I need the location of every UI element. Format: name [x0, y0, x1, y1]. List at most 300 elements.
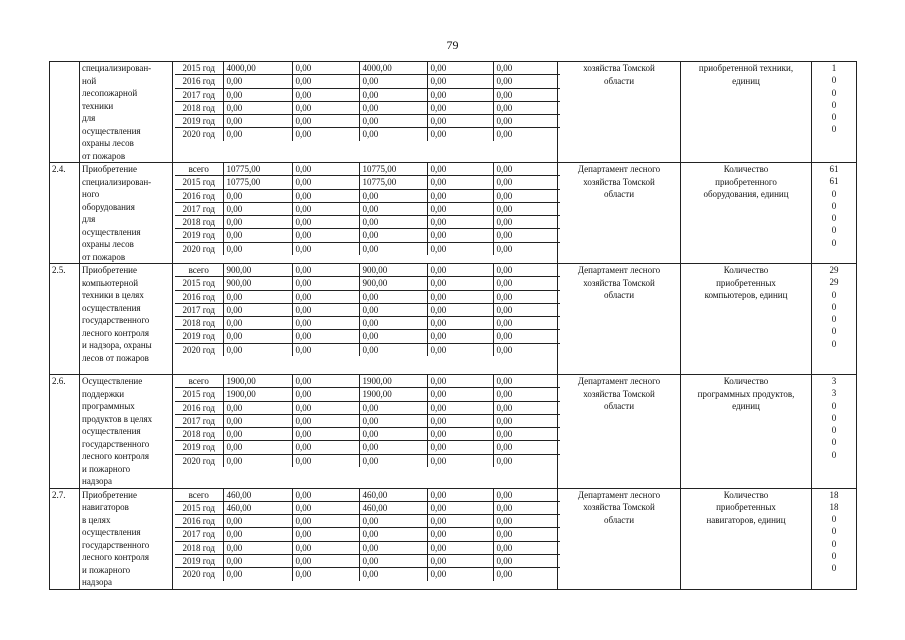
item-name-line: и пожарного [82, 463, 131, 474]
amount-cell: 0,00 [223, 75, 292, 88]
indicator-line: приобретенного [715, 176, 777, 187]
executor-line: хозяйства Томской [583, 277, 655, 288]
item-name-line: для [82, 113, 96, 123]
financing-row [175, 454, 560, 467]
indicator-cell [681, 264, 812, 375]
financing-table [175, 264, 560, 356]
amount-cell: 0,00 [292, 163, 359, 176]
financing-cell [173, 62, 558, 163]
amount-cell: 0,00 [493, 264, 560, 277]
amount-cell: 0,00 [292, 414, 359, 427]
indicator-values-cell [812, 264, 857, 375]
indicator-value: 0 [831, 225, 837, 236]
indicator-value: 0 [831, 425, 837, 436]
year-cell: 2018 год [175, 216, 223, 229]
year-cell: 2015 год [175, 277, 223, 290]
year-cell: 2015 год [175, 388, 223, 401]
indicator-value: 3 [831, 376, 837, 386]
item-number: 2.7. [50, 488, 80, 589]
amount-cell: 0,00 [292, 202, 359, 215]
amount-cell: 0,00 [292, 75, 359, 88]
indicator-values-cell [812, 163, 857, 264]
indicator-values-cell [812, 488, 857, 589]
indicator-value: 0 [831, 188, 837, 199]
indicator-value: 0 [831, 400, 837, 411]
indicator-value: 29 [829, 277, 839, 288]
amount-cell: 0,00 [427, 528, 493, 541]
amount-cell: 0,00 [427, 568, 493, 581]
executor-cell [558, 488, 681, 589]
amount-cell: 1900,00 [223, 388, 292, 401]
financing-row [175, 528, 560, 541]
amount-cell: 0,00 [493, 428, 560, 441]
amount-cell: 0,00 [493, 277, 560, 290]
amount-cell: 0,00 [493, 163, 560, 176]
amount-cell: 0,00 [359, 88, 427, 101]
year-cell: всего [175, 163, 223, 176]
financing-row [175, 388, 560, 401]
amount-cell: 460,00 [223, 489, 292, 502]
indicator-line: единиц [732, 401, 760, 411]
year-cell: 2018 год [175, 317, 223, 330]
year-cell: 2016 год [175, 290, 223, 303]
item-name-line: программных [82, 401, 135, 411]
year-cell: 2019 год [175, 115, 223, 128]
executor-line: Департамент лесного [577, 376, 661, 386]
item-number [50, 62, 80, 163]
item-name [80, 488, 173, 589]
executor-cell [558, 163, 681, 264]
amount-cell: 0,00 [292, 489, 359, 502]
amount-cell: 0,00 [359, 414, 427, 427]
amount-cell: 0,00 [493, 441, 560, 454]
amount-cell: 0,00 [427, 176, 493, 189]
financing-row [175, 428, 560, 441]
year-cell: 2017 год [175, 414, 223, 427]
indicator-cell [681, 488, 812, 589]
amount-cell: 0,00 [292, 441, 359, 454]
item-name-line: для [82, 214, 96, 224]
indicator-line: оборудования, единиц [703, 189, 789, 199]
amount-cell: 0,00 [223, 441, 292, 454]
amount-cell: 0,00 [427, 88, 493, 101]
amount-cell: 0,00 [493, 414, 560, 427]
indicator-line: приобретенной техники, [698, 63, 794, 73]
amount-cell: 0,00 [359, 515, 427, 528]
amount-cell: 900,00 [359, 277, 427, 290]
item-number: 2.4. [50, 163, 80, 264]
indicator-line: приобретенных [716, 502, 776, 512]
amount-cell: 0,00 [427, 375, 493, 388]
amount-cell: 0,00 [223, 216, 292, 229]
financing-row [175, 88, 560, 101]
amount-cell: 0,00 [223, 290, 292, 303]
item-name-line: государственного [82, 315, 150, 325]
year-cell: 2015 год [175, 501, 223, 514]
year-cell: всего [175, 375, 223, 388]
year-cell: 2016 год [175, 515, 223, 528]
amount-cell: 0,00 [359, 303, 427, 316]
amount-cell: 0,00 [292, 568, 359, 581]
amount-cell: 0,00 [292, 88, 359, 101]
year-cell: 2018 год [175, 541, 223, 554]
item-name-line: Осуществление [82, 376, 143, 386]
item-name-line: специализирован- [82, 63, 152, 73]
executor-line: области [603, 290, 635, 300]
amount-cell: 0,00 [223, 541, 292, 554]
item-name-line: охраны лесов [82, 138, 134, 148]
amount-cell: 0,00 [223, 303, 292, 316]
indicator-cell [681, 163, 812, 264]
amount-cell: 0,00 [493, 101, 560, 114]
indicator-values-cell [812, 375, 857, 489]
amount-cell: 1900,00 [359, 388, 427, 401]
item-name-line: и надзора, охраны [82, 340, 152, 350]
amount-cell: 0,00 [493, 343, 560, 356]
amount-cell: 0,00 [292, 375, 359, 388]
indicator-line: навигаторов, единиц [706, 514, 786, 525]
amount-cell: 0,00 [427, 343, 493, 356]
section-row [50, 163, 857, 264]
section-row [50, 488, 857, 589]
indicator-value: 0 [831, 124, 837, 135]
financing-cell [173, 488, 558, 589]
amount-cell: 4000,00 [223, 62, 292, 75]
item-name-line: надзора [82, 577, 112, 587]
amount-cell: 0,00 [359, 101, 427, 114]
financing-cell [173, 163, 558, 264]
financing-row [175, 176, 560, 189]
amount-cell: 0,00 [359, 401, 427, 414]
indicator-value: 0 [831, 514, 837, 525]
item-name-line: государственного [82, 539, 150, 550]
amount-cell: 0,00 [292, 62, 359, 75]
indicator-value: 1 [831, 63, 837, 73]
amount-cell: 0,00 [427, 264, 493, 277]
year-cell: 2020 год [175, 242, 223, 255]
year-cell: 2016 год [175, 401, 223, 414]
amount-cell: 0,00 [292, 317, 359, 330]
amount-cell: 0,00 [292, 541, 359, 554]
amount-cell: 0,00 [223, 568, 292, 581]
year-cell: 2015 год [175, 62, 223, 75]
amount-cell: 0,00 [493, 568, 560, 581]
amount-cell: 10775,00 [359, 163, 427, 176]
financing-row [175, 264, 560, 277]
amount-cell: 0,00 [493, 401, 560, 414]
amount-cell: 0,00 [223, 88, 292, 101]
amount-cell: 0,00 [427, 330, 493, 343]
item-name-line: осуществления [82, 527, 141, 537]
financing-table [175, 489, 560, 581]
amount-cell: 0,00 [359, 202, 427, 215]
amount-cell: 0,00 [493, 176, 560, 189]
amount-cell: 0,00 [292, 428, 359, 441]
amount-cell: 0,00 [292, 115, 359, 128]
amount-cell: 0,00 [427, 317, 493, 330]
indicator-value: 0 [831, 314, 837, 325]
amount-cell: 0,00 [427, 128, 493, 141]
amount-cell: 0,00 [427, 277, 493, 290]
amount-cell: 0,00 [427, 163, 493, 176]
financing-table [175, 163, 560, 255]
amount-cell: 0,00 [292, 528, 359, 541]
amount-cell: 0,00 [427, 216, 493, 229]
item-name [80, 62, 173, 163]
amount-cell: 0,00 [493, 501, 560, 514]
amount-cell: 0,00 [427, 303, 493, 316]
indicator-value: 0 [831, 326, 837, 337]
item-name-line: специализирован- [82, 176, 152, 187]
indicator-value: 18 [829, 501, 839, 512]
executor-line: области [603, 189, 635, 199]
amount-cell: 0,00 [427, 101, 493, 114]
item-name-line: от пожаров [82, 150, 126, 161]
indicator-line: Количество [723, 489, 769, 500]
year-cell: всего [175, 489, 223, 502]
item-name-line: осуществления [82, 426, 141, 436]
amount-cell: 0,00 [292, 515, 359, 528]
amount-cell: 0,00 [292, 330, 359, 343]
item-name-line: техники в целях [82, 290, 144, 300]
section-row [50, 375, 857, 489]
executor-cell [558, 375, 681, 489]
item-name-line: Приобретение [82, 489, 137, 500]
amount-cell: 0,00 [427, 242, 493, 255]
amount-cell: 0,00 [359, 541, 427, 554]
item-name-line: охраны лесов [82, 239, 134, 249]
indicator-value: 0 [831, 437, 837, 448]
amount-cell: 0,00 [223, 115, 292, 128]
financing-row [175, 115, 560, 128]
program-table [49, 61, 857, 590]
amount-cell: 4000,00 [359, 62, 427, 75]
amount-cell: 0,00 [427, 229, 493, 242]
executor-line: Департамент лесного [577, 265, 661, 275]
indicator-value: 0 [831, 237, 837, 248]
executor-line: Департамент лесного [577, 489, 661, 500]
amount-cell: 0,00 [493, 388, 560, 401]
item-name-line: государственного [82, 438, 150, 449]
amount-cell: 0,00 [427, 115, 493, 128]
indicator-value: 0 [831, 338, 837, 349]
amount-cell: 0,00 [359, 343, 427, 356]
financing-cell [173, 264, 558, 375]
year-cell: 2016 год [175, 189, 223, 202]
year-cell: 2017 год [175, 88, 223, 101]
section-row [50, 62, 857, 163]
executor-line: хозяйства Томской [583, 388, 655, 399]
year-cell: 2015 год [175, 176, 223, 189]
amount-cell: 1900,00 [223, 375, 292, 388]
item-name-line: ного [82, 189, 100, 199]
year-cell: 2016 год [175, 75, 223, 88]
amount-cell: 0,00 [427, 489, 493, 502]
year-cell: 2020 год [175, 454, 223, 467]
amount-cell: 0,00 [292, 290, 359, 303]
indicator-value: 18 [829, 489, 839, 500]
item-name-line: и пожарного [82, 564, 131, 575]
indicator-line: приобретенных [716, 277, 776, 288]
item-name-line: Приобретение [82, 164, 137, 174]
executor-line: хозяйства Томской [583, 63, 655, 73]
indicator-value: 0 [831, 526, 837, 537]
item-name-line: лесов от пожаров [82, 352, 149, 363]
financing-row [175, 414, 560, 427]
item-name-line: надзора [82, 476, 112, 486]
financing-row [175, 163, 560, 176]
amount-cell: 0,00 [427, 75, 493, 88]
amount-cell: 0,00 [493, 375, 560, 388]
indicator-value: 29 [829, 265, 839, 275]
amount-cell: 0,00 [292, 216, 359, 229]
amount-cell: 0,00 [493, 541, 560, 554]
executor-line: области [603, 401, 635, 411]
indicator-value: 0 [831, 550, 837, 561]
amount-cell: 0,00 [359, 454, 427, 467]
financing-row [175, 75, 560, 88]
amount-cell: 0,00 [359, 528, 427, 541]
year-cell: 2017 год [175, 528, 223, 541]
financing-row [175, 229, 560, 242]
amount-cell: 0,00 [427, 501, 493, 514]
amount-cell: 0,00 [223, 401, 292, 414]
financing-row [175, 277, 560, 290]
amount-cell: 900,00 [223, 277, 292, 290]
amount-cell: 0,00 [427, 62, 493, 75]
amount-cell: 0,00 [427, 428, 493, 441]
amount-cell: 0,00 [493, 202, 560, 215]
amount-cell: 0,00 [359, 568, 427, 581]
amount-cell: 0,00 [493, 290, 560, 303]
year-cell: 2019 год [175, 554, 223, 567]
amount-cell: 0,00 [427, 290, 493, 303]
amount-cell: 0,00 [493, 303, 560, 316]
amount-cell: 0,00 [493, 62, 560, 75]
amount-cell: 0,00 [427, 189, 493, 202]
amount-cell: 10775,00 [223, 176, 292, 189]
item-name-line: продуктов в целях [82, 413, 153, 424]
amount-cell: 0,00 [292, 242, 359, 255]
amount-cell: 0,00 [292, 189, 359, 202]
financing-row [175, 303, 560, 316]
amount-cell: 0,00 [292, 501, 359, 514]
executor-line: области [603, 75, 635, 86]
financing-table [175, 62, 560, 141]
amount-cell: 0,00 [359, 75, 427, 88]
year-cell: всего [175, 264, 223, 277]
amount-cell: 900,00 [359, 264, 427, 277]
amount-cell: 0,00 [359, 290, 427, 303]
indicator-value: 0 [831, 213, 837, 224]
item-name [80, 163, 173, 264]
item-number: 2.5. [50, 264, 80, 375]
financing-row [175, 62, 560, 75]
amount-cell: 0,00 [223, 428, 292, 441]
indicator-line: программных продуктов, [697, 388, 795, 399]
indicator-value: 0 [831, 538, 837, 549]
financing-row [175, 128, 560, 141]
item-name-line: Приобретение [82, 265, 137, 275]
amount-cell: 0,00 [292, 388, 359, 401]
financing-row [175, 375, 560, 388]
year-cell: 2018 год [175, 101, 223, 114]
amount-cell: 0,00 [427, 414, 493, 427]
amount-cell: 0,00 [223, 101, 292, 114]
amount-cell: 460,00 [359, 489, 427, 502]
financing-row [175, 317, 560, 330]
amount-cell: 0,00 [223, 554, 292, 567]
amount-cell: 0,00 [493, 489, 560, 502]
amount-cell: 0,00 [493, 317, 560, 330]
year-cell: 2017 год [175, 303, 223, 316]
amount-cell: 0,00 [427, 454, 493, 467]
amount-cell: 0,00 [493, 128, 560, 141]
financing-cell [173, 375, 558, 489]
item-number: 2.6. [50, 375, 80, 489]
item-name-line: лесного контроля [82, 451, 150, 461]
financing-row [175, 515, 560, 528]
amount-cell: 10775,00 [223, 163, 292, 176]
financing-row [175, 568, 560, 581]
amount-cell: 0,00 [292, 101, 359, 114]
indicator-value: 61 [829, 164, 839, 174]
amount-cell: 0,00 [223, 330, 292, 343]
indicator-value: 0 [831, 563, 837, 574]
year-cell: 2019 год [175, 229, 223, 242]
item-name-line: навигаторов [82, 502, 129, 512]
year-cell: 2020 год [175, 343, 223, 356]
item-name-line: ной [82, 75, 97, 86]
amount-cell: 460,00 [359, 501, 427, 514]
indicator-value: 61 [829, 176, 839, 187]
financing-row [175, 501, 560, 514]
financing-row [175, 489, 560, 502]
indicator-value: 0 [831, 75, 837, 86]
amount-cell: 0,00 [359, 128, 427, 141]
year-cell: 2019 год [175, 441, 223, 454]
amount-cell: 0,00 [292, 343, 359, 356]
page-number: 79 [446, 38, 459, 52]
amount-cell: 900,00 [223, 264, 292, 277]
year-cell: 2017 год [175, 202, 223, 215]
amount-cell: 0,00 [427, 401, 493, 414]
amount-cell: 0,00 [493, 229, 560, 242]
amount-cell: 0,00 [493, 454, 560, 467]
financing-row [175, 343, 560, 356]
amount-cell: 0,00 [292, 264, 359, 277]
amount-cell: 0,00 [427, 515, 493, 528]
amount-cell: 0,00 [223, 202, 292, 215]
amount-cell: 0,00 [223, 515, 292, 528]
amount-cell: 0,00 [359, 441, 427, 454]
item-name [80, 375, 173, 489]
indicator-cell [681, 375, 812, 489]
item-name-line: осуществления [82, 226, 141, 237]
item-name-line: в целях [82, 514, 111, 525]
item-name-line: осуществления [82, 302, 141, 313]
section-row [50, 264, 857, 375]
amount-cell: 0,00 [223, 528, 292, 541]
item-name-line: осуществления [82, 125, 141, 136]
amount-cell: 0,00 [292, 401, 359, 414]
amount-cell: 0,00 [427, 202, 493, 215]
amount-cell: 0,00 [359, 216, 427, 229]
amount-cell: 0,00 [223, 242, 292, 255]
financing-row [175, 189, 560, 202]
amount-cell: 0,00 [359, 554, 427, 567]
financing-row [175, 202, 560, 215]
